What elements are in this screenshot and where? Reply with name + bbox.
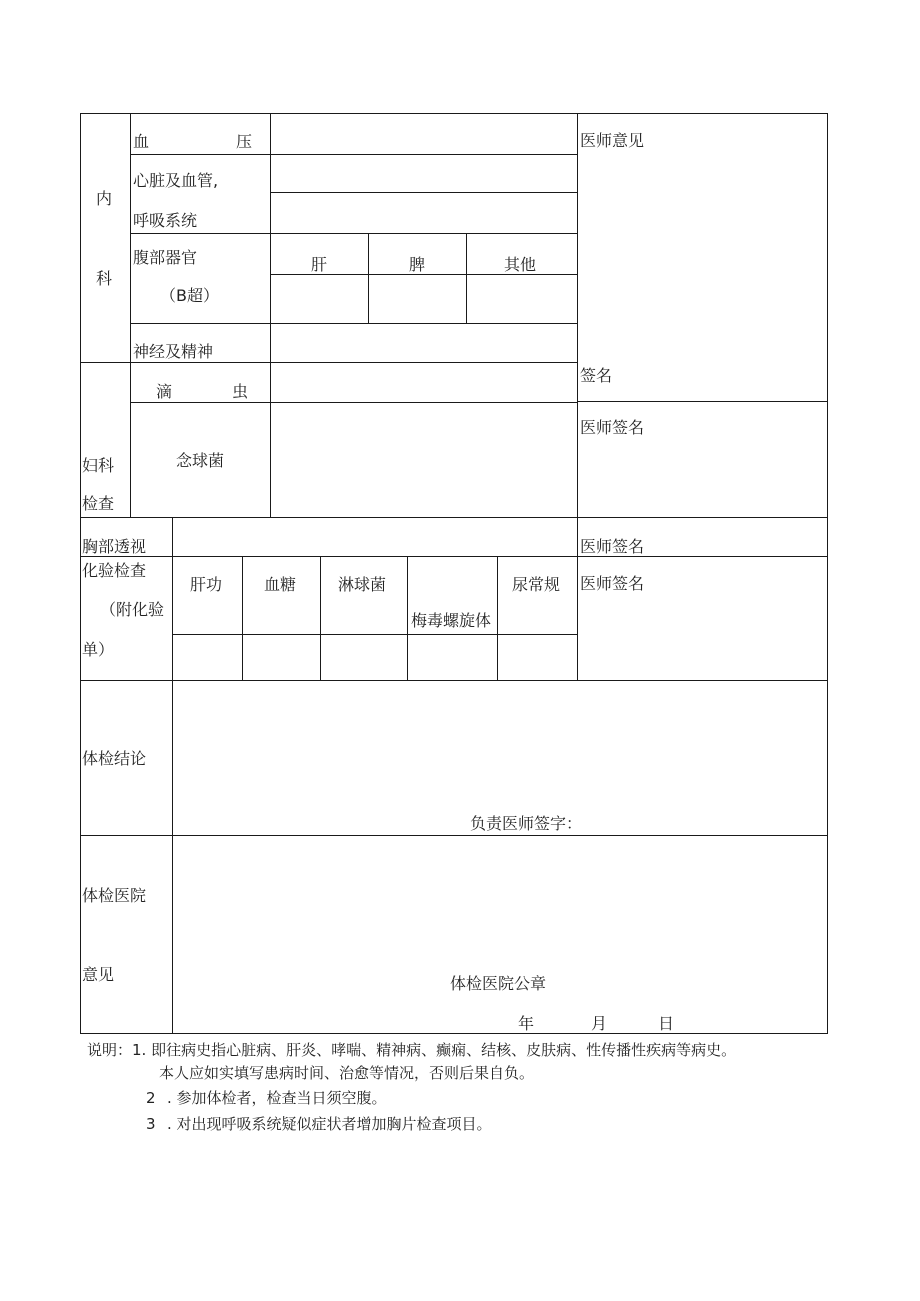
divider [577, 401, 827, 402]
divider [130, 323, 577, 324]
divider [130, 154, 577, 155]
ultrasound-label: （B超） [160, 286, 219, 305]
liver-function-label: 肝功 [190, 575, 223, 594]
hospital-seal-label: 体检医院公章 [450, 974, 547, 993]
gyn-label: 妇科 [82, 456, 115, 475]
syphilis-label: 梅毒螺旋体 [411, 611, 492, 630]
divider [270, 192, 577, 193]
table-border-top [80, 113, 828, 114]
note-3-number: 3 [146, 1115, 156, 1133]
divider [80, 835, 827, 836]
other-label: 其他 [504, 255, 537, 274]
abdomen-label: 腹部器官 [133, 248, 198, 267]
table-border-bottom [80, 1033, 828, 1034]
divider [242, 556, 243, 680]
respiratory-label: 呼吸系统 [133, 211, 198, 230]
divider [497, 556, 498, 680]
responsible-doctor-label: 负责医师签字： [470, 814, 583, 833]
urine-label: 尿常规 [512, 575, 561, 594]
spleen-label: 脾 [409, 255, 426, 274]
doctor-sign-label: 医师签名 [580, 537, 645, 556]
divider [577, 113, 578, 517]
divider [270, 113, 271, 517]
liver-label: 肝 [311, 255, 328, 274]
blood-pressure-label: 压 [236, 132, 253, 151]
note-1-cont: 本人应如实填写患病时间、治愈等情况，否则后果自负。 [159, 1064, 535, 1082]
lab-label: 化验检查 [82, 561, 147, 580]
divider [130, 113, 131, 517]
divider [172, 634, 577, 635]
internal-label: 内 [96, 189, 113, 208]
divider [80, 680, 827, 681]
candida-label: 念球菌 [176, 451, 225, 470]
signature-label: 签名 [580, 366, 613, 385]
divider [130, 233, 577, 234]
divider [466, 233, 467, 323]
date-year-label: 年 [518, 1014, 535, 1033]
chest-label: 胸部透视 [82, 537, 147, 556]
divider [80, 362, 577, 363]
divider [80, 517, 827, 518]
lab-label: 单） [82, 640, 115, 659]
gyn-label: 检查 [82, 494, 115, 513]
date-month-label: 月 [591, 1014, 608, 1033]
lab-label: （附化验 [100, 600, 165, 619]
blood-pressure-label: 血 [133, 132, 150, 151]
table-border-right [827, 113, 828, 1034]
trichomonas-label: 虫 [232, 382, 249, 401]
doctor-sign-label: 医师签名 [580, 418, 645, 437]
note-2-number: 2 [146, 1089, 156, 1107]
note-2: . 参加体检者，检查当日须空腹。 [167, 1089, 387, 1107]
doctor-opinion-label: 医师意见 [580, 131, 645, 150]
hospital-label: 意见 [82, 965, 115, 984]
note-1: 说明：1. 即往病史指心脏病、肝炎、哮喘、精神病、癫痫、结核、皮肤病、性传播性疾病等病史。 [87, 1041, 737, 1059]
divider [80, 556, 827, 557]
internal-label: 科 [96, 269, 113, 288]
divider [320, 556, 321, 680]
blood-sugar-label: 血糖 [264, 575, 297, 594]
note-3: . 对出现呼吸系统疑似症状者增加胸片检查项目。 [167, 1115, 492, 1133]
divider [130, 402, 577, 403]
hospital-label: 体检医院 [82, 886, 147, 905]
table-border-left [80, 113, 81, 1034]
date-day-label: 日 [658, 1014, 675, 1033]
divider [172, 517, 173, 1034]
divider [270, 274, 577, 275]
doctor-sign-label: 医师签名 [580, 574, 645, 593]
heart-label: 心脏及血管, [133, 171, 219, 190]
divider [407, 556, 408, 680]
trichomonas-label: 滴 [156, 382, 173, 401]
neuro-label: 神经及精神 [133, 342, 214, 361]
gonorrhea-label: 淋球菌 [338, 575, 387, 594]
divider [577, 517, 578, 680]
divider [368, 233, 369, 323]
conclusion-label: 体检结论 [82, 749, 147, 768]
